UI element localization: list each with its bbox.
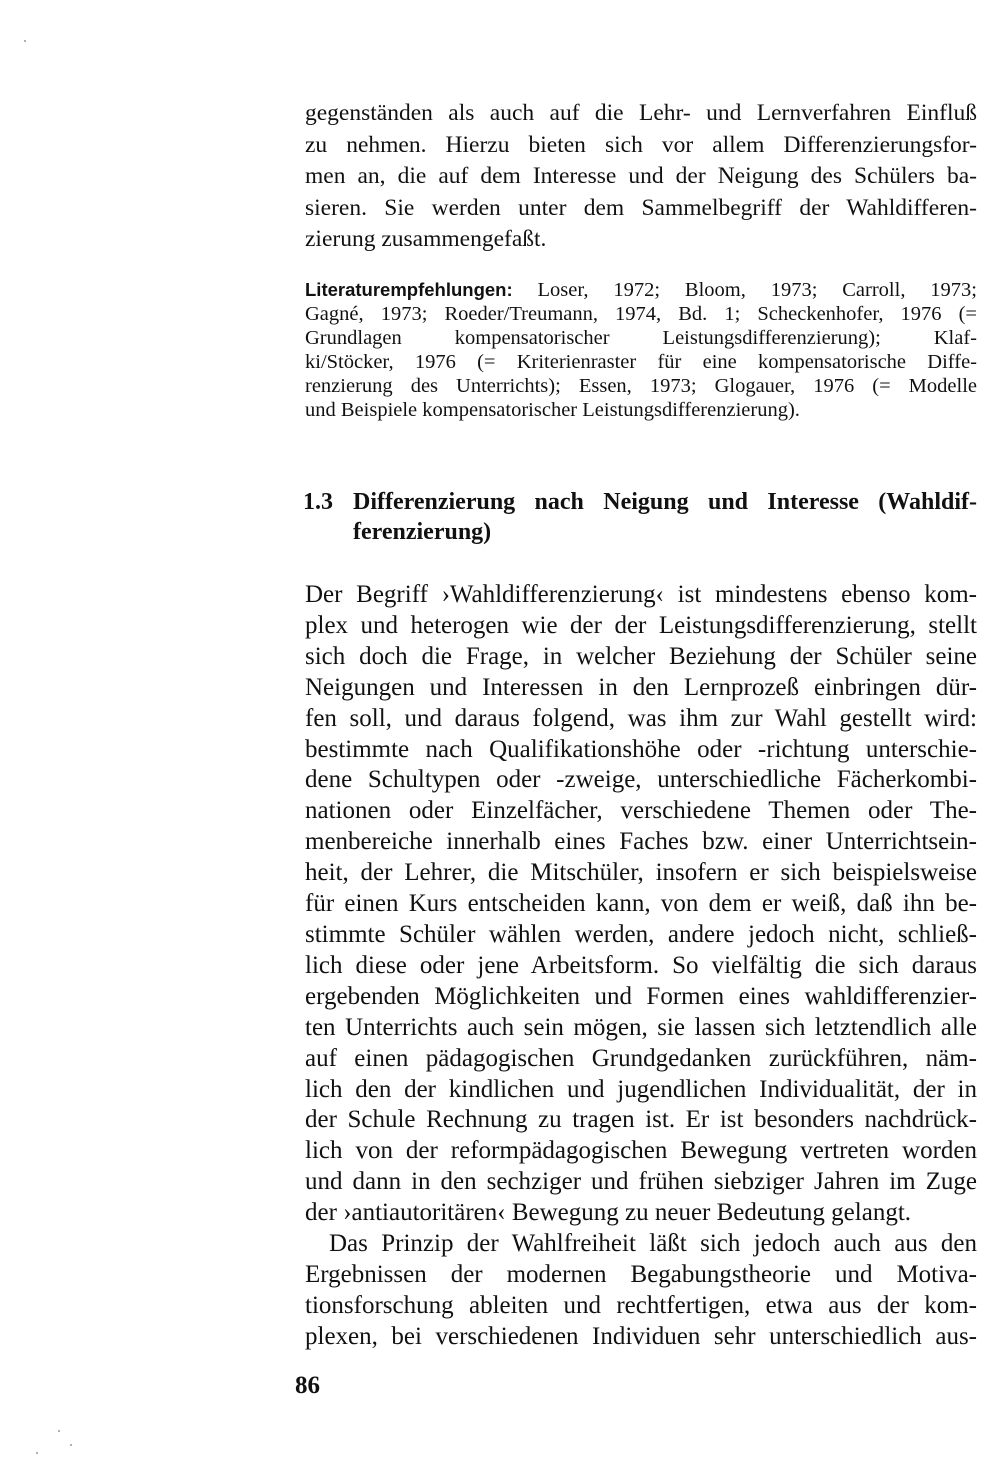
section-title-part-2: ferenzierung) <box>353 519 492 545</box>
text-line: lich diese oder jene Arbeitsform. So vielfältig die sich daraus <box>305 951 977 979</box>
text-line: auf einen pädagogischen Grundgedanken zurückführen, näm- <box>305 1044 977 1072</box>
text-line: plex und heterogen wie der der Leistungsdifferenzierung, stellt <box>305 611 977 639</box>
text-line: Der Begriff ›Wahldifferenzierung‹ ist mindestens ebenso kom- <box>305 581 977 608</box>
text-line: Ergebnissen der modernen Begabungstheorie und Motiva- <box>305 1260 977 1288</box>
text-line: ki/Stöcker, 1976 (= Kriterienraster für eine kompensatorische Diffe- <box>305 351 977 373</box>
scan-speck <box>70 1444 72 1446</box>
text-line: renzierung des Unterrichts); Essen, 1973; Glogauer, 1976 (= Modelle <box>305 375 977 397</box>
text-line: fen soll, und daraus folgend, was ihm zur Wahl gestellt wird: <box>305 704 977 732</box>
literature-label: Literaturempfehlungen: <box>305 279 513 300</box>
text-line: und dann in den sechziger und frühen siebziger Jahren im Zuge <box>305 1168 977 1196</box>
text-line: nationen oder Einzelfächer, verschiedene Themen oder The- <box>305 797 977 825</box>
section-number: 1.3 <box>303 489 333 515</box>
literature-first-refs: Loser, 1972; Bloom, 1973; Carroll, 1973; <box>537 279 978 301</box>
text-line: men an, die auf dem Interesse und der Neigung des Schülers ba- <box>305 163 977 189</box>
text-line: menbereiche innerhalb eines Faches bzw. einer Unterrichtsein- <box>305 828 977 856</box>
text-line: lich den der kindlichen und jugendlichen Individualität, der in <box>305 1075 977 1103</box>
scan-speck <box>58 1430 60 1432</box>
intro-paragraph <box>305 98 977 256</box>
literature-recommendations <box>305 278 977 422</box>
text-line: stimmte Schüler wählen werden, andere jedoch nicht, schließ- <box>305 920 977 948</box>
text-line: tionsforschung ableiten und rechtfertigen, etwa aus der kom- <box>305 1291 977 1319</box>
body-text <box>305 580 977 1353</box>
text-line: plexen, bei verschiedenen Individuen sehr unterschiedlich aus- <box>305 1322 977 1350</box>
text-line: lich von der reformpädagogischen Bewegung vertreten worden <box>305 1137 977 1165</box>
page-number: 86 <box>295 1372 320 1399</box>
section-heading <box>303 487 977 547</box>
text-line: gegenständen als auch auf die Lehr- und Lernverfahren Einfluß <box>305 100 977 126</box>
text-line: heit, der Lehrer, die Mitschüler, insofern er sich beispielsweise <box>305 859 977 887</box>
text-line: Grundlagen kompensatorischer Leistungsdifferenzierung); Klaf- <box>305 327 977 349</box>
text-line: und Beispiele kompensatorischer Leistungsdifferenzierung). <box>305 399 800 421</box>
section-title-part-1: Differenzierung nach Neigung und Interesse (Wahldif- <box>353 489 977 515</box>
text-line: der ›antiautoritären‹ Bewegung zu neuer Bedeutung gelangt. <box>305 1199 912 1227</box>
section-heading-line-1 <box>303 487 977 517</box>
text-line: dene Schultypen oder -zweige, unterschiedliche Fächerkombi- <box>305 766 977 794</box>
scan-speck <box>36 1452 38 1454</box>
text-line: zierung zusammengefaßt. <box>305 226 547 252</box>
text-line: ten Unterrichts auch sein mögen, sie lassen sich letztendlich alle <box>305 1013 977 1041</box>
text-line: bestimmte nach Qualifikationshöhe oder -richtung unterschie- <box>305 735 977 763</box>
text-line: Das Prinzip der Wahlfreiheit läßt sich jedoch auch aus den <box>329 1230 977 1258</box>
literature-first-line <box>305 278 977 302</box>
text-line: ergebenden Möglichkeiten und Formen eines wahldifferenzier- <box>305 982 977 1010</box>
text-line: Neigungen und Interessen in den Lernprozeß einbringen dür- <box>305 673 977 701</box>
text-line: der Schule Rechnung zu tragen ist. Er ist besonders nachdrück- <box>305 1106 977 1134</box>
text-line: für einen Kurs entscheiden kann, von dem er weiß, daß ihn be- <box>305 890 977 918</box>
text-line: Gagné, 1973; Roeder/Treumann, 1974, Bd. 1; Scheckenhofer, 1976 (= <box>305 303 977 325</box>
text-line: sich doch die Frage, in welcher Beziehung der Schüler seine <box>305 642 977 670</box>
text-line: zu nehmen. Hierzu bieten sich vor allem Differenzierungsfor- <box>305 131 977 158</box>
text-line: sieren. Sie werden unter dem Sammelbegriff der Wahldifferen- <box>305 194 977 221</box>
scan-speck <box>24 40 26 42</box>
